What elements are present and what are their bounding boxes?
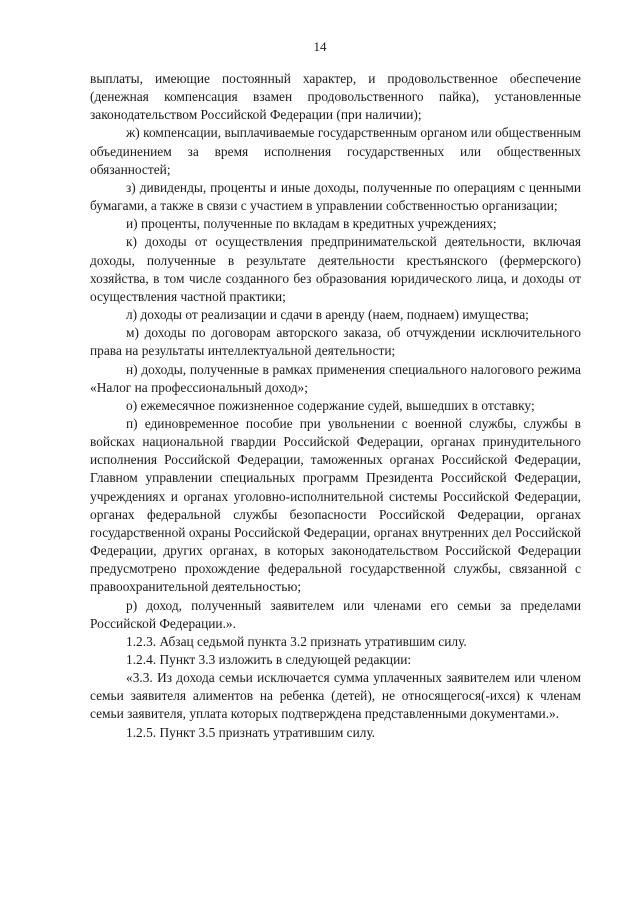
paragraph-clause-1-2-3: 1.2.3. Абзац седьмой пункта 3.2 признать утратившим силу. <box>126 633 467 649</box>
paragraph-item-n-professional-income-tax: н) доходы, полученные в рамках применения специального налогового режима «Налог на профессиональный доход»; <box>90 361 581 395</box>
paragraph-clause-3-3-text: «3.3. Из дохода семьи исключается сумма уплаченных заявителем или членом семьи заявителя алиментов на ребенка (детей), не относящегося(-ихся) к членам семьи заявителя, уплата которых подтверждена представленными документами.». <box>90 670 581 722</box>
paragraph-item-k-business-income: к) доходы от осуществления предпринимательской деятельности, включая доходы, полученные в результате деятельности крестьянского (фермерского) хозяйства, в том числе созданного без образования юридического лица, и доходы от осуществления частной практики; <box>90 234 581 304</box>
paragraph-item-l-property-rental: л) доходы от реализации и сдачи в аренду (наем, поднаем) имущества; <box>126 307 529 323</box>
paragraph-item-m-author-contracts: м) доходы по договорам авторского заказа, об отчуждении исключительного права на результаты интеллектуальной деятельности; <box>90 325 581 359</box>
paragraph-item-o-judges-allowance: о) ежемесячное пожизненное содержание судей, вышедших в отставку; <box>126 397 535 413</box>
paragraph-clause-1-2-5: 1.2.5. Пункт 3.5 признать утратившим силу. <box>126 724 376 740</box>
paragraph-item-r-foreign-income: р) доход, полученный заявителем или членами его семьи за пределами Российской Федерации.». <box>90 597 581 631</box>
paragraph-clause-1-2-4: 1.2.4. Пункт 3.3 изложить в следующей редакции: <box>126 652 412 667</box>
paragraph-item-i-deposit-interest: и) проценты, полученные по вкладам в кредитных учреждениях; <box>126 216 497 232</box>
paragraph-item-z-dividends: з) дивиденды, проценты и иные доходы, полученные по операциям с ценными бумагами, а также в связи с участием в управлении собственностью организации; <box>90 179 581 214</box>
paragraph-item-zh-compensations: ж) компенсации, выплачиваемые государственным органом или общественным объединением за время исполнения государственных или общественных обязанностей; <box>90 125 581 177</box>
document-body <box>90 70 581 742</box>
page-number: 14 <box>313 39 327 54</box>
paragraph-item-p-discharge-benefit: п) единовременное пособие при увольнении с военной службы, службы в войсках национальной гвардии Российской Федерации, органах принудительного исполнения Российской Федерации, таможенных органах Российской Федерации, Главном управлении специальных программ Президента Российской Федерации, учреждениях и органах уголовно-исполнительной системы Российской Федерации, органах федеральной службы безопасности Российской Федерации, органах государственной охраны Российской Федерации, органах внутренних дел Российской Федерации, других органах, в которых законодательством Российской Федерации предусмотрено прохождение федеральной государственной службы, связанной с правоохранительной деятельностью; <box>90 415 581 595</box>
paragraph-continuation-allowances: выплаты, имеющие постоянный характер, и продовольственное обеспечение (денежная компенсация взамен продовольственного пайка), установленные законодательством Российской Федерации (при наличии); <box>90 71 581 123</box>
